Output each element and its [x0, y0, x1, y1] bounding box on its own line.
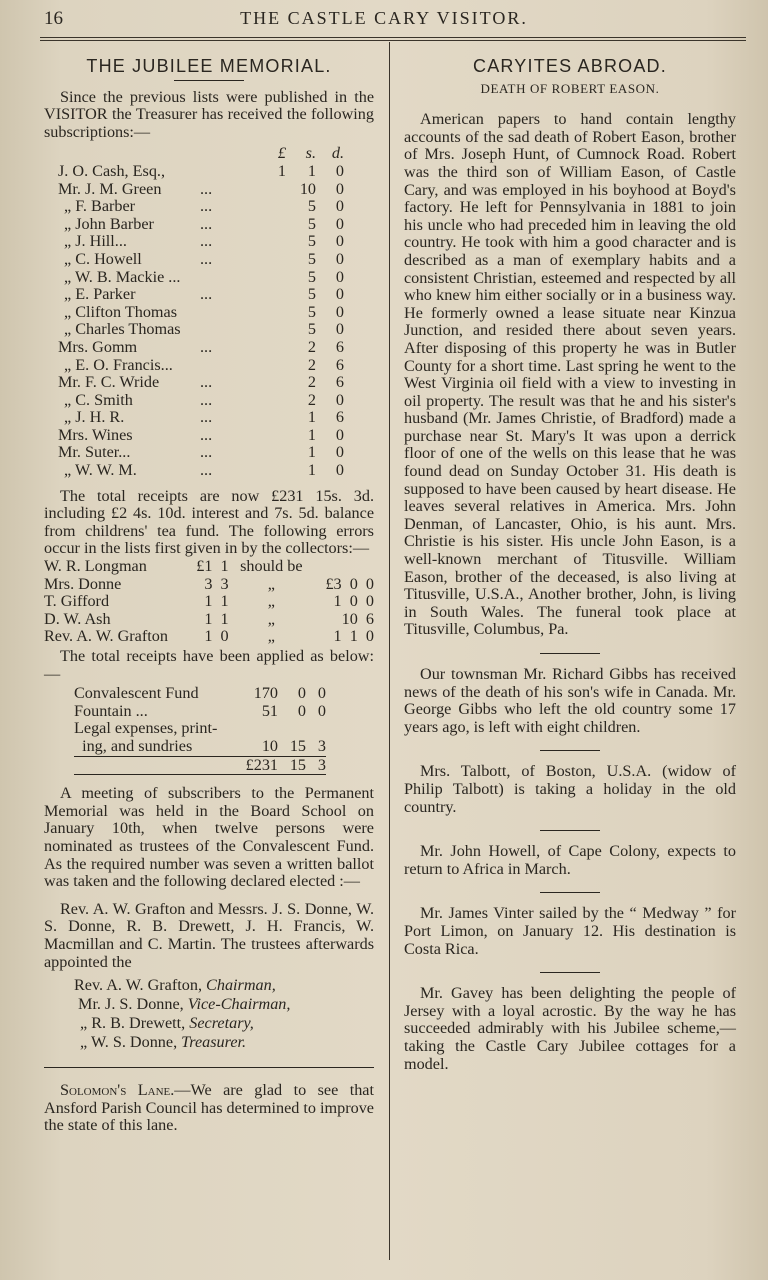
error-wrong: 1 1 — [204, 592, 229, 611]
error-right: 1 1 0 — [333, 627, 374, 646]
subscription-d: 0 — [335, 320, 344, 339]
total-pence: 3 — [312, 756, 326, 775]
subscription-dots: ... — [200, 461, 213, 480]
subscription-l — [256, 216, 290, 234]
subscription-dots: ... — [200, 337, 213, 356]
subscription-l — [256, 321, 290, 339]
error-sep: should be — [240, 557, 303, 576]
subscription-d: 0 — [335, 214, 344, 233]
subscription-dots: ... — [200, 285, 213, 304]
subscription-row — [58, 216, 344, 234]
subscription-s: 1 — [307, 461, 316, 480]
abroad-subtitle: DEATH OF ROBERT EASON. — [480, 80, 660, 96]
subscription-d: 0 — [335, 179, 344, 198]
allocation-s: 15 — [289, 736, 306, 755]
subscription-s: 1 — [307, 425, 316, 444]
subscription-d: 6 — [335, 355, 344, 374]
allocation-d: 3 — [317, 736, 326, 755]
subscription-row — [58, 181, 344, 199]
subscription-name: J. O. Cash, Esq., — [58, 161, 166, 180]
errors-table — [44, 558, 374, 646]
allocation-s: 0 — [297, 684, 306, 703]
subscription-row — [58, 357, 344, 375]
error-wrong: 3 3 — [204, 574, 229, 593]
subscription-name: „ J. Hill... — [64, 232, 127, 251]
subscriptions-body — [58, 163, 344, 480]
subscription-name: „ Charles Thomas — [64, 320, 181, 339]
subscription-s: 5 — [307, 267, 316, 286]
error-sep: „ — [267, 574, 275, 593]
error-name: Mrs. Donne — [44, 574, 122, 593]
subscription-d: 0 — [335, 461, 344, 480]
subscription-l — [256, 444, 290, 462]
subscription-l — [256, 392, 290, 410]
error-wrong: 1 1 — [204, 609, 229, 628]
subscription-s: 5 — [307, 214, 316, 233]
subscription-s: 5 — [307, 232, 316, 251]
separator-rule — [540, 972, 600, 973]
subscription-row — [58, 444, 344, 462]
subscription-l — [256, 339, 290, 357]
subscription-row — [58, 198, 344, 216]
error-right: 10 6 — [341, 609, 374, 628]
subscriptions-header-row — [58, 145, 344, 163]
subscription-name: „ E. Parker — [64, 285, 136, 304]
allocation-row — [74, 720, 326, 738]
howell-paragraph: Mr. John Howell, of Cape Colony, expects to return to Africa in March. — [404, 842, 736, 878]
subscription-d: 6 — [335, 373, 344, 392]
subscription-row — [58, 304, 344, 322]
page-number: 16 — [44, 8, 63, 29]
subscription-d: 0 — [335, 285, 344, 304]
subscription-l: 1 — [277, 161, 286, 180]
section-rule — [44, 1067, 374, 1068]
allocation-l: 170 — [253, 684, 278, 703]
jubilee-intro: Since the previous lists were published in the VISITOR the Treasurer has received the following subscriptions:— — [44, 87, 374, 141]
error-sep: „ — [267, 627, 275, 646]
total-shillings: 15 — [284, 756, 312, 775]
subscription-row — [58, 409, 344, 427]
subscription-dots — [200, 304, 256, 322]
officers-list — [74, 977, 374, 1053]
allocation-label: ing, and sundries — [74, 736, 193, 755]
pounds-header: £ — [277, 144, 286, 163]
error-row — [44, 558, 374, 576]
subscription-l — [256, 286, 290, 304]
subscription-d: 0 — [335, 249, 344, 268]
header-rule — [40, 37, 746, 38]
right-column — [404, 52, 736, 1073]
allocation-s — [284, 720, 312, 738]
allocation-d — [312, 720, 326, 738]
subscription-name: „ John Barber — [64, 214, 154, 233]
allocation-l — [238, 720, 284, 738]
subscription-s: 2 — [307, 373, 316, 392]
subscription-row — [58, 321, 344, 339]
journal-title: THE CASTLE CARY VISITOR. — [240, 8, 528, 28]
error-name: D. W. Ash — [44, 609, 111, 628]
subscription-l — [256, 409, 290, 427]
officer-item: Mr. J. S. Donne, Vice-Chairman, — [78, 995, 291, 1014]
allocation-label: Legal expenses, print- — [74, 719, 218, 738]
page-header — [0, 8, 768, 32]
subscription-dots: ... — [200, 408, 213, 427]
error-sep: „ — [267, 609, 275, 628]
error-name: W. R. Longman — [44, 557, 147, 576]
subscription-row — [58, 251, 344, 269]
allocation-row — [74, 738, 326, 756]
officer-item: „ W. S. Donne, Treasurer. — [80, 1033, 247, 1052]
subscription-s: 1 — [307, 408, 316, 427]
subscription-dots: ... — [200, 425, 213, 444]
error-wrong: £1 1 — [196, 557, 229, 576]
subscription-name: Mrs. Wines — [58, 425, 133, 444]
error-sep: „ — [267, 592, 275, 611]
subscription-name: „ F. Barber — [64, 197, 136, 216]
subscription-d: 0 — [335, 390, 344, 409]
header-rule-double — [40, 40, 746, 41]
allocation-s: 0 — [297, 701, 306, 720]
gibbs-paragraph: Our townsman Mr. Richard Gibbs has received news of the death of his son's wife in Canada. Mr. George Gibbs who left the old country some 17 years ago, is left with eight children. — [404, 665, 736, 736]
allocations-total-row — [74, 756, 326, 775]
subscription-s: 2 — [307, 355, 316, 374]
subscription-d: 0 — [335, 197, 344, 216]
subscription-s: 2 — [307, 390, 316, 409]
solomon-paragraph — [44, 1082, 374, 1135]
subscription-dots — [200, 163, 256, 181]
subscription-l — [256, 251, 290, 269]
jubilee-title: THE JUBILEE MEMORIAL. — [86, 56, 332, 76]
subscription-d: 0 — [335, 443, 344, 462]
subscription-name: „ W. B. Mackie ... — [64, 267, 181, 286]
officer-item: Rev. A. W. Grafton, Chairman, — [74, 976, 276, 995]
subscription-s: 1 — [307, 443, 316, 462]
left-column — [44, 52, 374, 1135]
subscription-name: „ C. Howell — [64, 249, 142, 268]
allocation-label: Convalescent Fund — [74, 684, 199, 703]
subscription-name: „ W. W. M. — [64, 461, 137, 480]
error-right: 1 0 0 — [333, 592, 374, 611]
subscription-row — [58, 286, 344, 304]
solomon-heading: Solomon's Lane. — [60, 1081, 175, 1100]
subscription-row — [58, 163, 344, 181]
solomon-text: —We are glad to see that Ansford Parish Council has determined to improve the state of this lane. — [44, 1081, 374, 1135]
subscription-s: 5 — [307, 320, 316, 339]
subscription-name: Mrs. Gomm — [58, 337, 138, 356]
subscription-d: 6 — [335, 408, 344, 427]
column-divider — [389, 42, 390, 1260]
subscription-name: „ Clifton Thomas — [64, 302, 178, 321]
subscription-dots — [200, 269, 256, 287]
error-row — [44, 593, 374, 611]
allocation-d: 0 — [317, 701, 326, 720]
error-right — [304, 558, 374, 576]
subscriptions-table — [58, 145, 344, 479]
allocation-l: 10 — [261, 736, 278, 755]
subscription-dots — [200, 357, 256, 375]
allocation-row — [74, 703, 326, 721]
separator-rule — [540, 892, 600, 893]
error-name: T. Gifford — [44, 592, 110, 611]
error-row — [44, 576, 374, 594]
eason-article: American papers to hand contain lengthy accounts of the sad death of Robert Eason, brother of Mrs. Joseph Hunt, of Cumnock Road. Robert was the third son of William Eason, of Castle Cary, and was employed in his boyhood at Boyd's factory. He left for Pennsylvania in 1881 to join his uncle who had preceded him in leaving the old country. He took with him a good character and is described as a man of exemplary habits and a consistent Christian, esteemed and respected by all who knew him either socially or in a business way. He formerly owned a lease situate near Kinzua Junction, and resided there about seven years. After disposing of this property he was in Butler County for a short time. Last spring he went to the West Virginia oil field with a view to investing in oil property. The result was that he and his sister's husband (Mr. James Christie, of Bradford) made a purchase near St. Mary's It was upon a derrick floor of one of the wells on this lease that he was found dead on Sunday October 31. His death is supposed to have been caused by heart disease. He leaves several relatives in America. Mrs. John Denman, of Lancaster, Ohio, is his aunt. Mrs. Christie is his sister. His uncle John Eason, is a well-known merchant of Titusville. William Eason, brother of the deceased, is also living at Titusville, U.S.A., Another brother, John, is living in South Wales. The funeral took place at Titusville, Columbus, Pa. — [404, 110, 736, 639]
error-row — [44, 628, 374, 646]
abroad-title: CARYITES ABROAD. — [473, 56, 667, 76]
error-right: £3 0 0 — [325, 574, 374, 593]
title-rule — [174, 80, 244, 81]
officer-item: „ R. B. Drewett, Secretary, — [80, 1014, 254, 1033]
subscription-name: Mr. J. M. Green — [58, 179, 162, 198]
subscription-l — [256, 357, 290, 375]
subscription-s: 5 — [307, 249, 316, 268]
elected-text: Rev. A. W. Grafton and Messrs. J. S. Donne, W. S. Donne, R. B. Drewett, J. H. Francis, W. Macmillan and C. Martin. The trustees afterwards appointed the — [44, 899, 374, 971]
subscription-l — [256, 427, 290, 445]
subscription-row — [58, 374, 344, 392]
subscription-dots: ... — [200, 443, 213, 462]
subscription-d: 0 — [335, 232, 344, 251]
error-name: Rev. A. W. Grafton — [44, 627, 168, 646]
subscription-row — [58, 462, 344, 480]
subscription-d: 0 — [335, 425, 344, 444]
vinter-paragraph: Mr. James Vinter sailed by the “ Medway ” for Port Limon, on January 12. His destination is Costa Rica. — [404, 904, 736, 958]
subscription-l — [256, 269, 290, 287]
subscription-dots: ... — [200, 390, 213, 409]
subscription-row — [58, 427, 344, 445]
subscription-l — [256, 374, 290, 392]
subscription-dots: ... — [200, 249, 213, 268]
subscription-row — [58, 392, 344, 410]
allocation-d: 0 — [317, 684, 326, 703]
subscription-l — [256, 233, 290, 251]
subscription-row — [58, 233, 344, 251]
pence-header: d. — [331, 144, 344, 163]
meeting-text: A meeting of subscribers to the Permanent Memorial was held in the Board School on January 10th, when twelve persons were nominated as trustees of the Convalescent Fund. As the required number was seven a written ballot was taken and the following declared elected :— — [44, 784, 374, 891]
applied-text: The total receipts have been applied as below:— — [44, 647, 374, 683]
allocations-body — [74, 685, 326, 756]
subscription-dots: ... — [200, 197, 213, 216]
subscription-l — [256, 198, 290, 216]
error-row — [44, 611, 374, 629]
total-pounds: £231 — [238, 756, 284, 775]
subscription-name: „ E. O. Francis... — [64, 355, 173, 374]
gavey-paragraph: Mr. Gavey has been delighting the people of Jersey with a loyal acrostic. By the way he has succeeded admirably with his Jubilee scheme,—taking the Castle Cary Jubilee cottages for a model. — [404, 984, 736, 1073]
allocation-label: Fountain ... — [74, 701, 148, 720]
shillings-header: s. — [305, 144, 316, 163]
subscription-s: 2 — [307, 337, 316, 356]
subscription-s: 5 — [307, 285, 316, 304]
subscription-s: 1 — [307, 161, 316, 180]
talbott-paragraph: Mrs. Talbott, of Boston, U.S.A. (widow of Philip Talbott) is taking a holiday in the old country. — [404, 762, 736, 816]
subscription-d: 0 — [335, 267, 344, 286]
subscription-dots — [200, 321, 256, 339]
subscription-dots: ... — [200, 373, 213, 392]
errors-body — [44, 558, 374, 646]
separator-rule — [540, 830, 600, 831]
subscription-dots: ... — [200, 214, 213, 233]
subscription-l — [256, 462, 290, 480]
subscription-row — [58, 269, 344, 287]
subscription-l — [256, 181, 290, 199]
error-wrong: 1 0 — [204, 627, 229, 646]
allocation-row — [74, 685, 326, 703]
subscription-name: „ J. H. R. — [64, 408, 125, 427]
subscription-name: „ C. Smith — [64, 390, 133, 409]
subscription-s: 5 — [307, 302, 316, 321]
subscription-d: 0 — [335, 302, 344, 321]
subscription-name: Mr. Suter... — [58, 443, 131, 462]
total-receipts-text: The total receipts are now £231 15s. 3d. including £2 4s. 10d. interest and 7s. 5d. balance from childrens' tea fund. The following errors occur in the lists first given in by the collectors:— — [44, 486, 374, 558]
separator-rule — [540, 750, 600, 751]
subscription-name: Mr. F. C. Wride — [58, 373, 160, 392]
subscription-s: 5 — [307, 197, 316, 216]
separator-rule — [540, 653, 600, 654]
subscription-dots: ... — [200, 179, 213, 198]
subscription-s: 10 — [299, 179, 316, 198]
subscription-row — [58, 339, 344, 357]
subscription-d: 0 — [335, 161, 344, 180]
subscription-dots: ... — [200, 232, 213, 251]
allocation-l: 51 — [261, 701, 278, 720]
allocations-table — [74, 685, 326, 775]
subscription-d: 6 — [335, 337, 344, 356]
subscription-l — [256, 304, 290, 322]
